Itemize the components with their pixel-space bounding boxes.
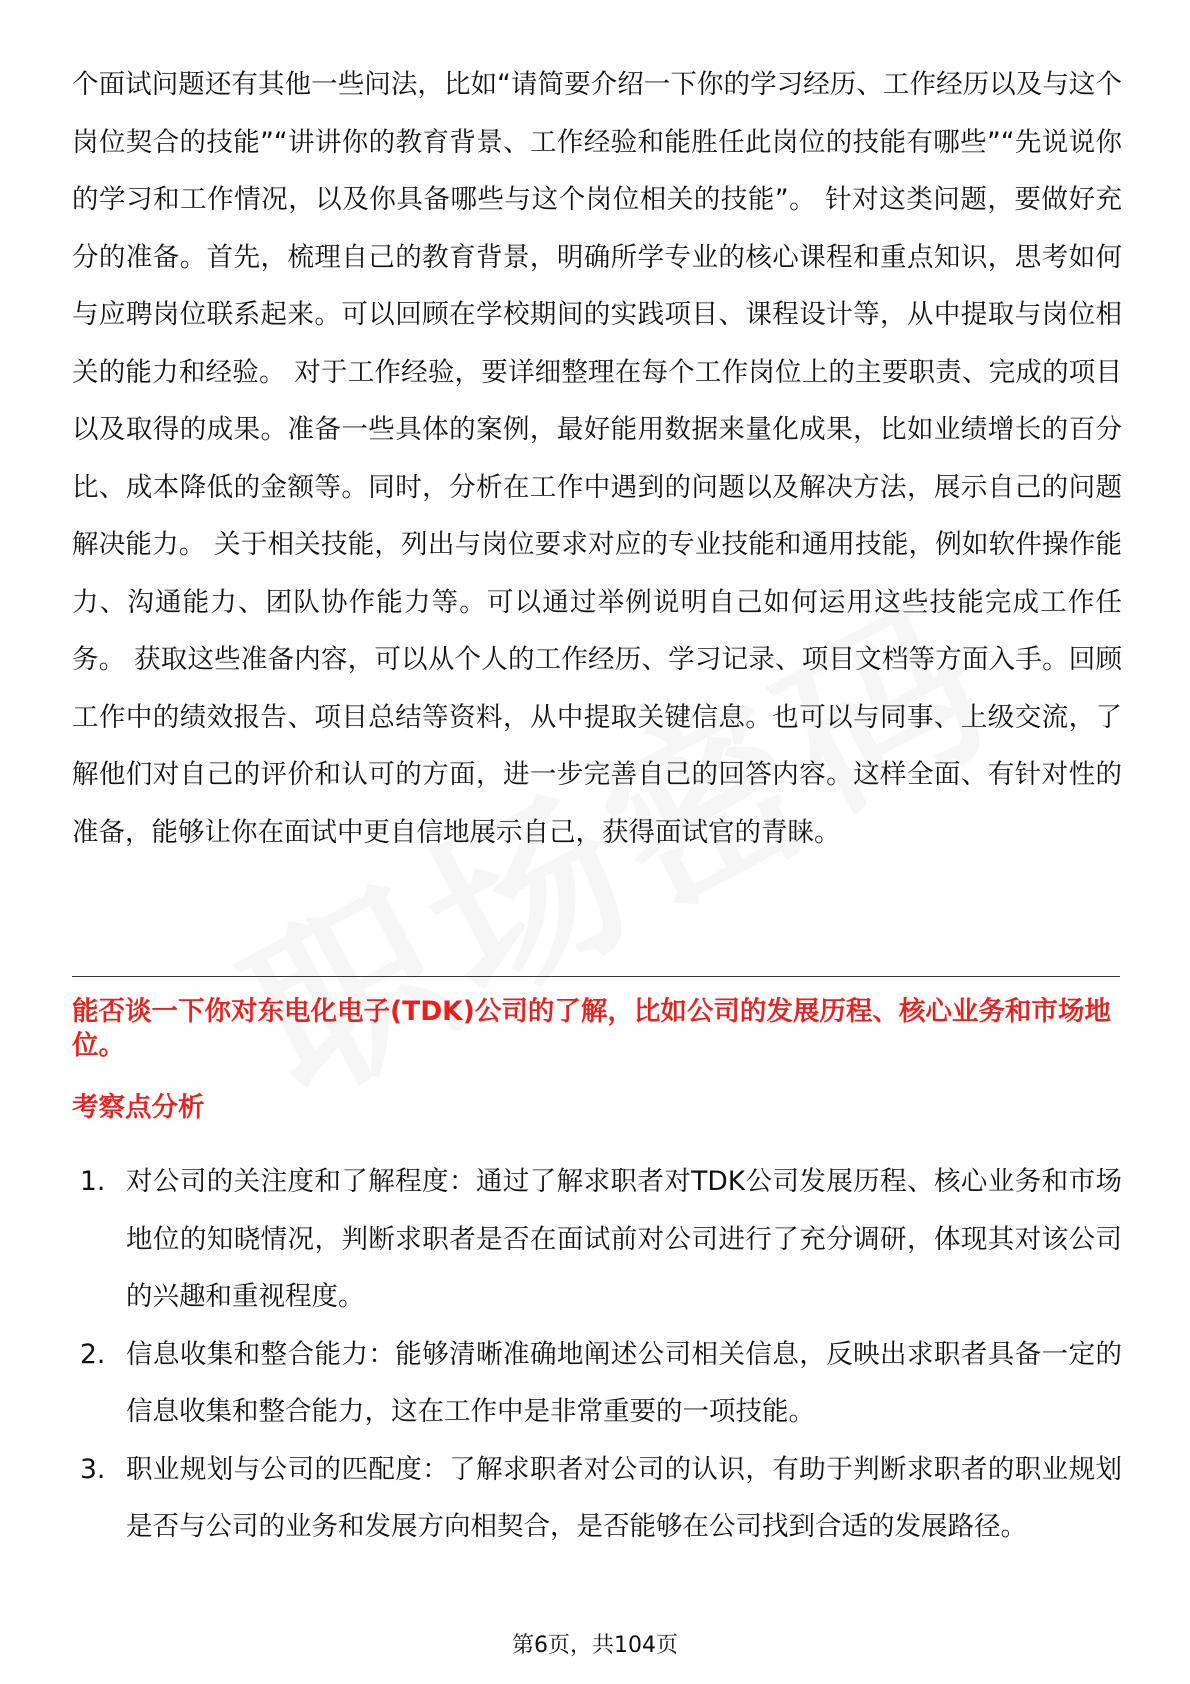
page-footer: 第6页，共104页 <box>512 1633 678 1658</box>
analysis-point <box>80 1326 1122 1441</box>
analysis-point-text: 对公司的关注度和了解程度：通过了解求职者对TDK公司发展历程、核心业务和市场地位的知晓情况，判断求职者是否在面试前对公司进行了充分调研，体现其对该公司的兴趣和重视程度。 <box>126 1166 1122 1312</box>
analysis-point <box>80 1441 1122 1556</box>
analysis-point-number: 3. <box>80 1453 106 1485</box>
analysis-point-text: 信息收集和整合能力：能够清晰准确地阐述公司相关信息，反映出求职者具备一定的信息收集和整合能力，这在工作中是非常重要的一项技能。 <box>126 1338 1122 1427</box>
analysis-point-number: 2. <box>80 1338 106 1370</box>
analysis-point-number: 1. <box>80 1166 106 1197</box>
section-divider <box>72 976 1120 977</box>
interview-question: 能否谈一下你对东电化电子(TDK)公司的了解，比如公司的发展历程、核心业务和市场地位。 <box>72 996 1111 1061</box>
analysis-points-list <box>80 1153 1122 1556</box>
intro-paragraph: 个面试问题还有其他一些问法，比如“请简要介绍一下你的学习经历、工作经历以及与这个岗位契合的技能”“讲讲你的教育背景、工作经验和能胜任此岗位的技能有哪些”“先说说你的学习和工作情况，以及你具备哪些与这个岗位相关的技能”。 针对这类问题，要做好充分的准备。首先，梳理自己的教育背景，明确所学专业的核心课程和重点知识，思考如何与应聘岗位联系起来。可以回顾在学校期间的实践项目、课程设计等，从中提取与岗位相关的能力和经验。 对于工作经验，要详细整理在每个工作岗位上的主要职责、完成的项目以及取得的成果。准备一些具体的案例，最好能用数据来量化成果，比如业绩增长的百分比、成本降低的金额等。同时，分析在工作中遇到的问题以及解决方法，展示自己的问题解决能力。 关于相关技能，列出与岗位要求对应的专业技能和通用技能，例如软件操作能力、沟通能力、团队协作能力等。可以通过举例说明自己如何运用这些技能完成工作任务。 获取这些准备内容，可以从个人的工作经历、学习记录、项目文档等方面入手。回顾工作中的绩效报告、项目总结等资料，从中提取关键信息。也可以与同事、上级交流，了解他们对自己的评价和认可的方面，进一步完善自己的回答内容。这样全面、有针对性的准备，能够让你在面试中更自信地展示自己，获得面试官的青睐。 <box>72 69 1122 848</box>
analysis-point-text: 职业规划与公司的匹配度：了解求职者对公司的认识，有助于判断求职者的职业规划是否与公司的业务和发展方向相契合，是否能够在公司找到合适的发展路径。 <box>126 1453 1122 1542</box>
analysis-heading: 考察点分析 <box>72 1092 205 1123</box>
analysis-point <box>80 1153 1122 1326</box>
